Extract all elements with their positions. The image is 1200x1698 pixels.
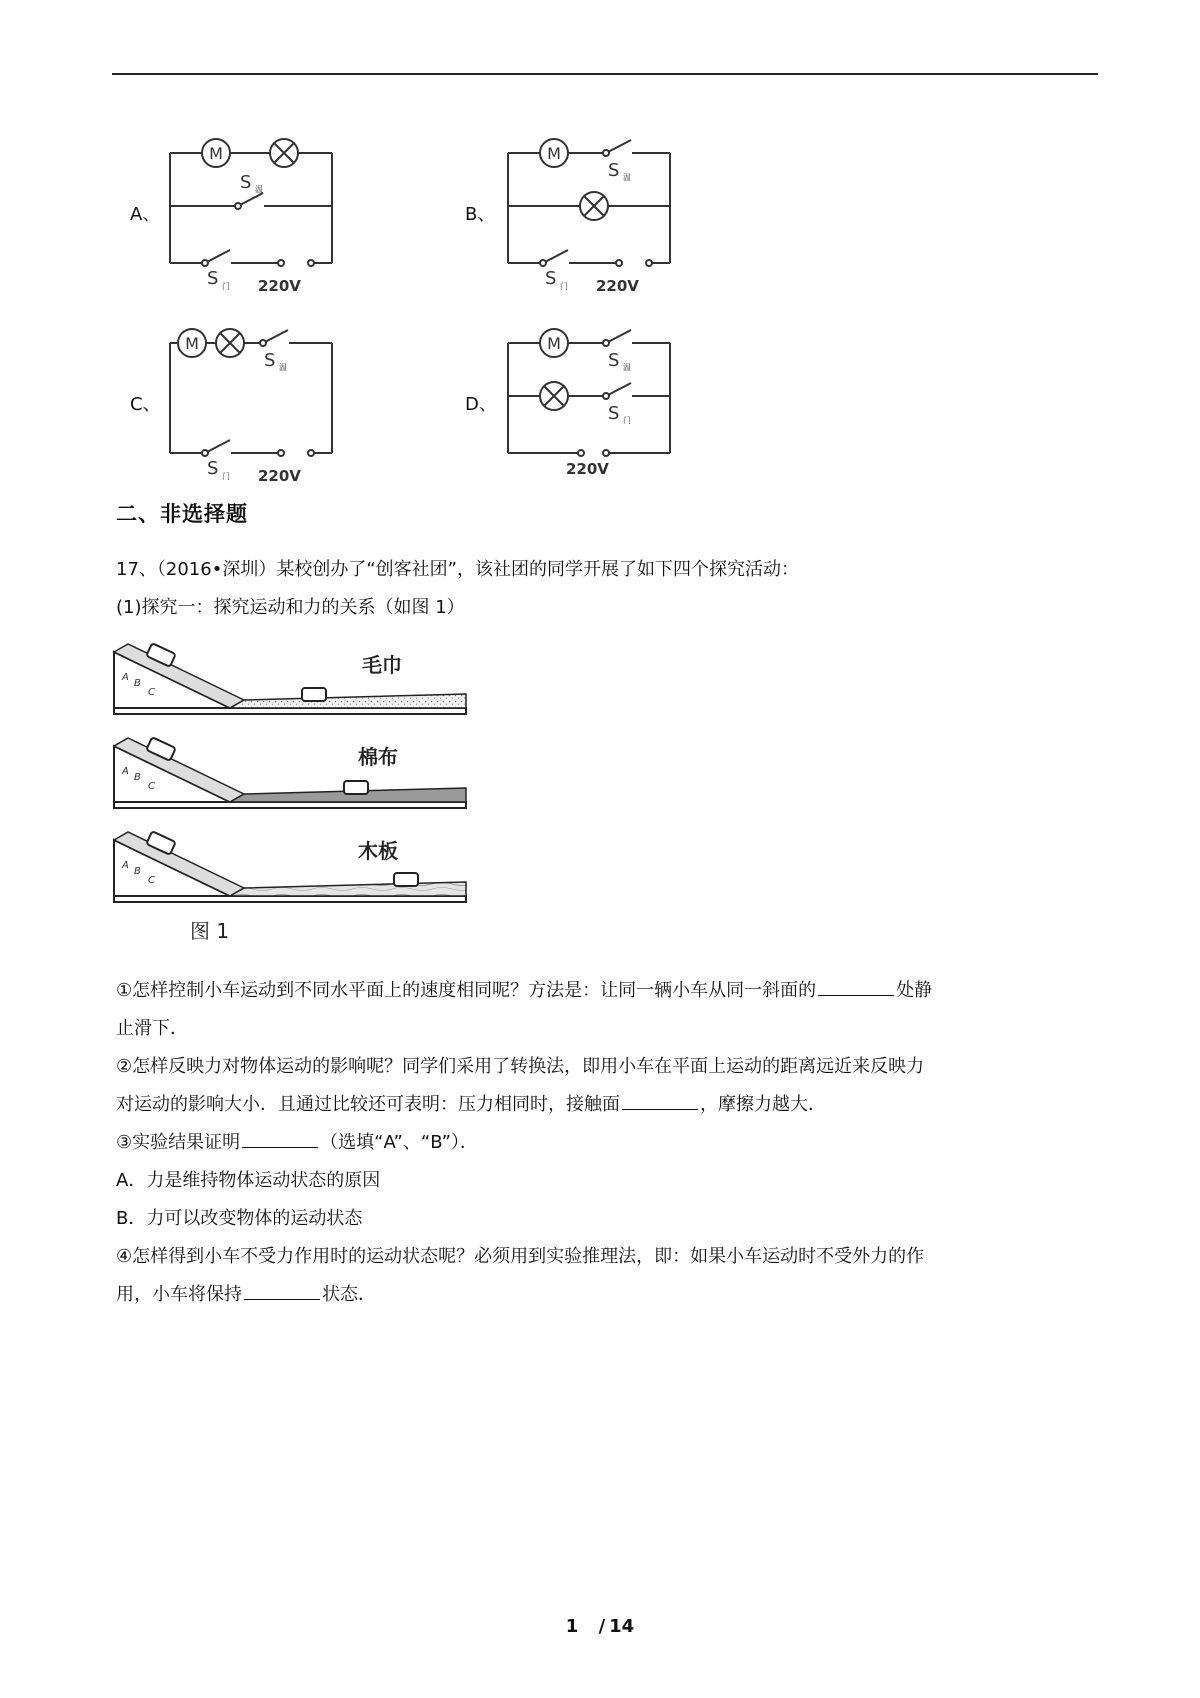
switch-sub-temp: 温: [279, 363, 287, 372]
q4-line1: ④怎样得到小车不受力作用时的运动状态呢？必须用到实验推理法，即：如果小车运动时不受外力的作: [116, 1246, 925, 1267]
surface-label-towel: 毛巾: [362, 653, 402, 677]
header-rule: [112, 73, 1098, 75]
option-label-b: B、: [465, 204, 496, 225]
mark-b: B: [134, 678, 141, 689]
switch-sub-door: 门: [623, 416, 631, 425]
figure-row-towel: [114, 643, 466, 714]
q3-text-tail: （选填“A”、“B”）．: [320, 1132, 478, 1153]
switch-s-door: S: [207, 268, 219, 289]
switch-s-door: S: [608, 403, 620, 424]
motor-symbol: M: [209, 144, 223, 163]
motor-symbol: M: [185, 334, 199, 353]
surface-label-cotton: 棉布: [358, 745, 398, 769]
q2-text-tail: ，摩擦力越大．: [700, 1094, 826, 1115]
mark-b: B: [134, 866, 141, 877]
question-intro: 17、（2016•深圳）某校创办了“创客社团”，该社团的同学开展了如下四个探究活动：: [116, 559, 799, 580]
mark-b: B: [134, 772, 141, 783]
motor-symbol: M: [547, 144, 561, 163]
q4-text-tail: 状态．: [322, 1284, 376, 1305]
switch-s-door: S: [207, 458, 219, 479]
section-title: 二、非选择题: [116, 502, 248, 526]
page-footer: [0, 1616, 1200, 1637]
page-total: 14: [609, 1616, 635, 1637]
page-number: 1: [565, 1616, 579, 1637]
mark-a: A: [122, 766, 129, 777]
switch-s-temp: S: [608, 160, 620, 181]
choice-b: B．力可以改变物体的运动状态: [116, 1208, 363, 1229]
mark-a: A: [122, 672, 129, 683]
mark-c: C: [148, 687, 155, 698]
figure-row-cotton: [114, 737, 466, 808]
surface-label-wood: 木板: [358, 839, 398, 863]
switch-sub-temp: 温: [255, 185, 263, 194]
page-separator: /: [598, 1616, 606, 1637]
option-label-a: A、: [130, 204, 161, 225]
option-label-d: D、: [465, 394, 497, 415]
experiment-figure: [112, 640, 472, 950]
q4-text: 用，小车将保持: [116, 1284, 242, 1305]
answer-blank-3[interactable]: [242, 1131, 318, 1148]
circuit-diagram-d: [498, 318, 678, 488]
mark-a: A: [122, 860, 129, 871]
q3-text: ③实验结果证明: [116, 1132, 241, 1153]
circuit-diagram-c: [160, 318, 340, 488]
switch-s-temp: S: [240, 172, 252, 193]
switch-sub-temp: 温: [623, 363, 631, 372]
voltage-label: 220V: [258, 467, 301, 485]
voltage-label: 220V: [566, 460, 609, 478]
option-label-c: C、: [130, 394, 161, 415]
switch-sub-door: 门: [222, 472, 230, 481]
mark-c: C: [148, 781, 155, 792]
q2-text: 对运动的影响大小．且通过比较还可表明：压力相同时，接触面: [116, 1094, 620, 1115]
figure-caption: 图 1: [190, 919, 230, 943]
answer-blank-4[interactable]: [244, 1283, 320, 1300]
answer-blank-2[interactable]: [622, 1093, 698, 1110]
circuit-diagram-b: [498, 128, 678, 298]
switch-s-temp: S: [264, 350, 276, 371]
q3-line: [116, 1128, 478, 1154]
q1-line1: [116, 976, 932, 1002]
q1-text-tail: 处静: [896, 980, 933, 1001]
figure-row-wood: [114, 831, 466, 902]
motor-symbol: M: [547, 334, 561, 353]
q1-text: ①怎样控制小车运动到不同水平面上的速度相同呢？方法是：让同一辆小车从同一斜面的: [116, 980, 817, 1001]
voltage-label: 220V: [258, 277, 301, 295]
q1-line2: 止滑下．: [116, 1018, 188, 1039]
switch-s-door: S: [545, 268, 557, 289]
circuit-diagram-a: [160, 128, 340, 298]
switch-sub-door: 门: [560, 282, 568, 291]
mark-c: C: [148, 875, 155, 886]
question-part1: (1)探究一：探究运动和力的关系（如图 1）: [116, 597, 465, 618]
q4-line2: [116, 1280, 376, 1306]
voltage-label: 220V: [596, 277, 639, 295]
q2-line2: [116, 1090, 826, 1116]
answer-blank-1[interactable]: [818, 979, 894, 996]
choice-a: A．力是维持物体运动状态的原因: [116, 1170, 381, 1191]
switch-sub-temp: 温: [623, 173, 631, 182]
q2-line1: ②怎样反映力对物体运动的影响呢？同学们采用了转换法，即用小车在平面上运动的距离远近来反映力: [116, 1056, 925, 1077]
switch-sub-door: 门: [222, 282, 230, 291]
switch-s-temp: S: [608, 350, 620, 371]
